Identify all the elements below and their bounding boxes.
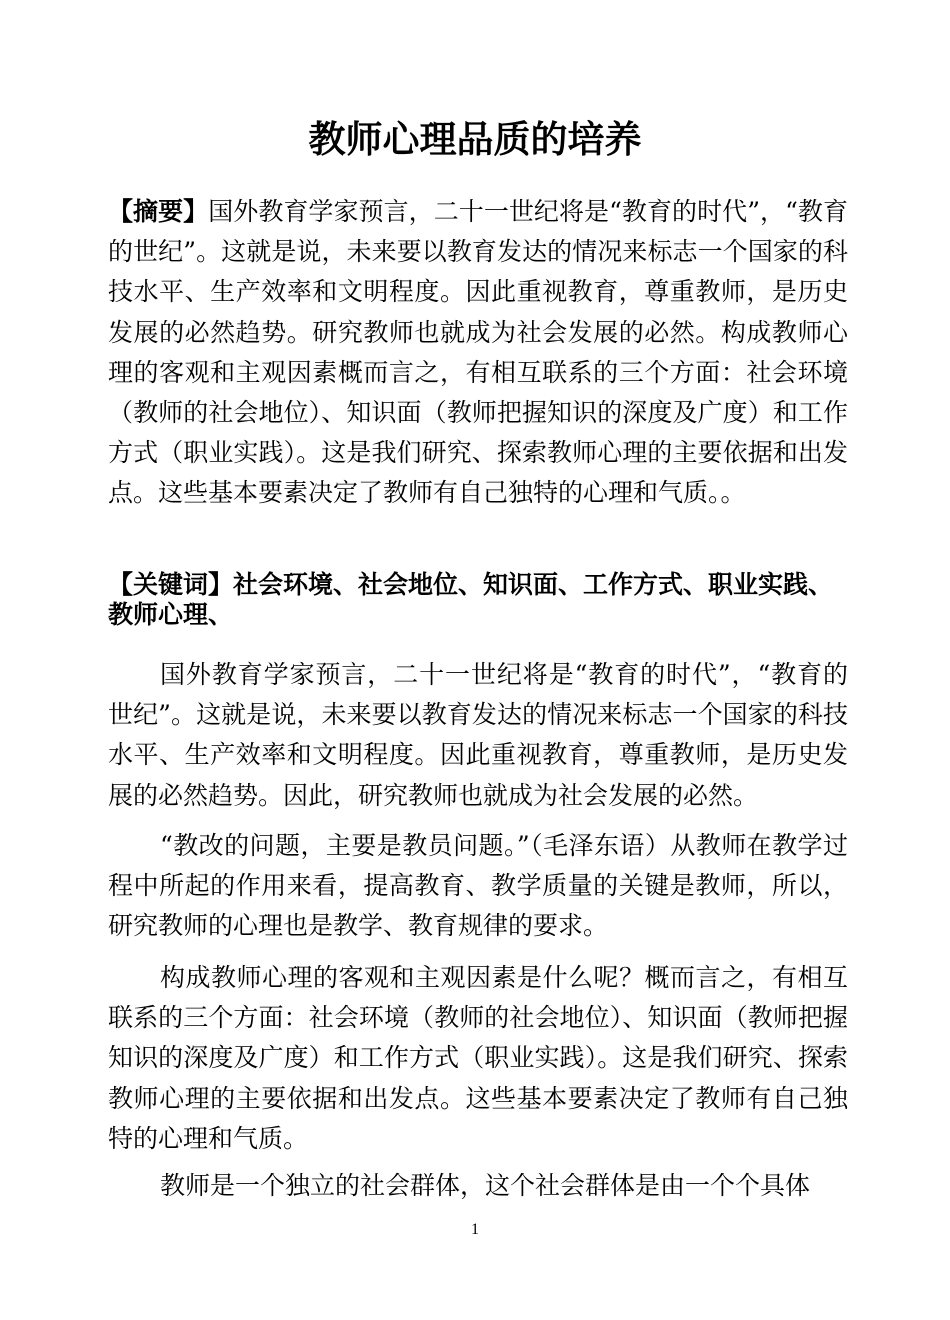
body-paragraph-3: 构成教师心理的客观和主观因素是什么呢？概而言之，有相互联系的三个方面：社会环境（教师的社会地位）、知识面（教师把握知识的深度及广度）和工作方式（职业实践）。这是我们研究、探索教师心理的主要依据和出发点。这些基本要素决定了教师有自己独特的心理和气质。 xyxy=(108,963,848,1153)
body-paragraph-4: 教师是一个独立的社会群体，这个社会群体是由一个个具体 xyxy=(160,1171,811,1200)
document-title: 教师心理品质的培养 xyxy=(308,118,642,161)
body-paragraph-1: 国外教育学家预言，二十一世纪将是“教育的时代”，“教育的世纪”。这就是说，未来要以教育发达的情况来标志一个国家的科技水平、生产效率和文明程度。因此重视教育，尊重教师，是历史发展的必然趋势。因此，研究教师也就成为社会发展的必然。 xyxy=(108,660,848,810)
keywords-text: 社会环境、社会地位、知识面、工作方式、职业实践、教师心理、 xyxy=(108,570,834,629)
keywords-label: 【关键词】 xyxy=(108,570,234,599)
body-paragraph-2: “教改的问题，主要是教员问题。”（毛泽东语）从教师在教学过程中所起的作用来看，提高教育、教学质量的关键是教师，所以，研究教师的心理也是教学、教育规律的要求。 xyxy=(108,831,848,941)
page-number: 1 xyxy=(471,1221,479,1238)
abstract-label: 【摘要】 xyxy=(108,197,209,226)
keywords-paragraph xyxy=(108,570,848,630)
abstract-paragraph xyxy=(108,192,848,514)
abstract-text: 国外教育学家预言，二十一世纪将是“教育的时代”，“教育的世纪”。这就是说，未来要以教育发达的情况来标志一个国家的科技水平、生产效率和文明程度。因此重视教育，尊重教师，是历史发展的必然趋势。研究教师也就成为社会发展的必然。构成教师心理的客观和主观因素概而言之，有相互联系的三个方面：社会环境（教师的社会地位）、知识面（教师把握知识的深度及广度）和工作方式（职业实践）。这是我们研究、探索教师心理的主要依据和出发点。这些基本要素决定了教师有自己独特的心理和气质。。 xyxy=(108,197,848,508)
